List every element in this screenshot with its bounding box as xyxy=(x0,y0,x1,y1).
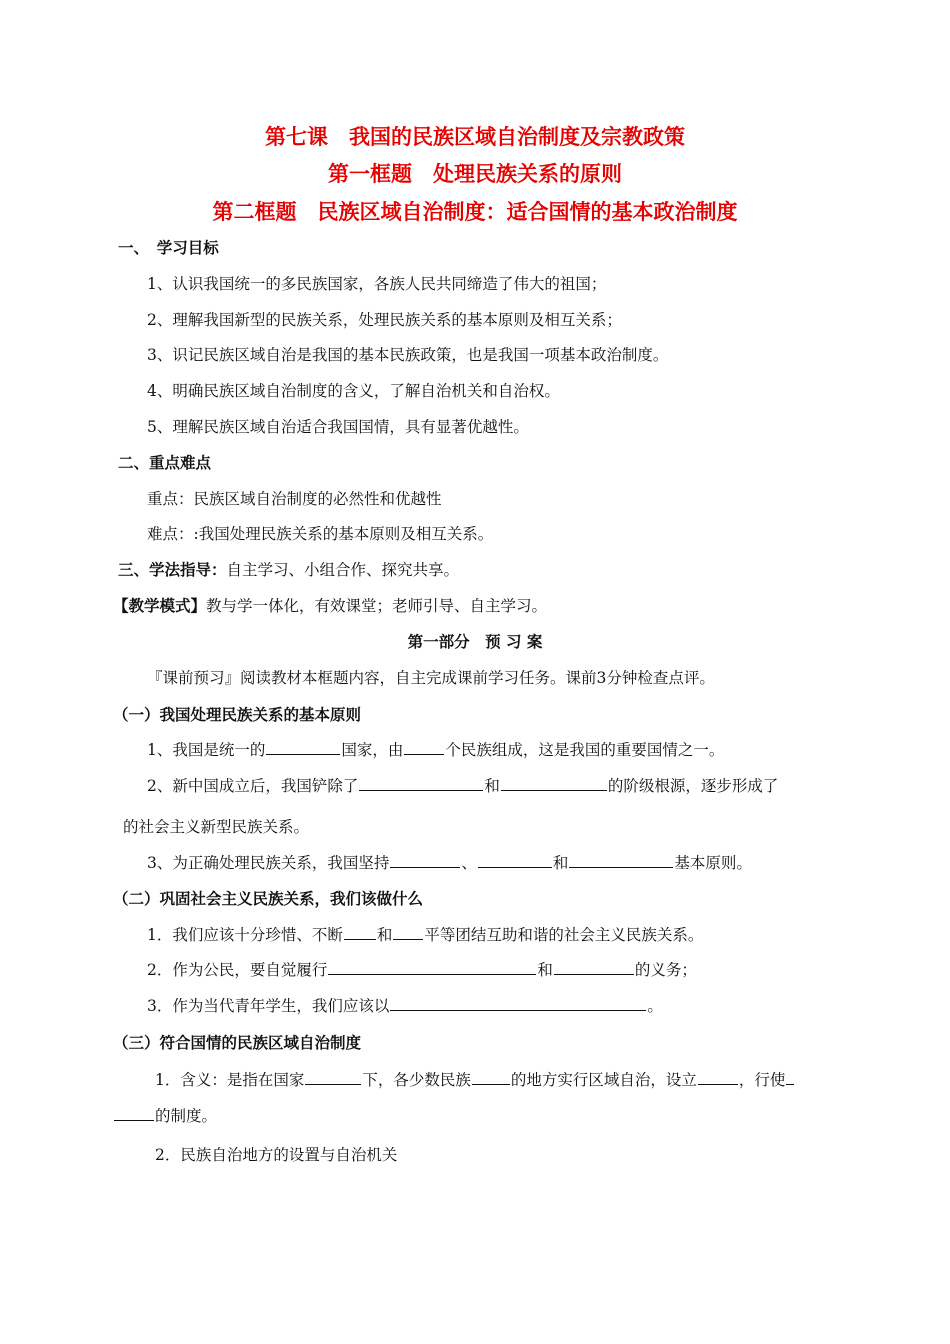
objective-4: 4、明确民族区域自治制度的含义，了解自治机关和自治权。 xyxy=(147,382,560,400)
q3-line-1-cont: 的制度。 xyxy=(113,1104,217,1126)
blank[interactable] xyxy=(390,853,460,868)
blank[interactable] xyxy=(698,1070,738,1085)
blank[interactable] xyxy=(554,960,634,975)
q2-line-3: 3．作为当代青年学生，我们应该以 。 xyxy=(147,997,663,1015)
q1-heading: （一）我国处理民族关系的基本原则 xyxy=(113,706,362,724)
q3-line-1: 1．含义：是指在国家 下，各少数民族 的地方实行区域自治，设立 ，行使 xyxy=(155,1068,795,1090)
heading-key-points: 二、重点难点 xyxy=(118,454,212,472)
study-method xyxy=(118,558,459,580)
objective-2: 2、理解我国新型的民族关系，处理民族关系的基本原则及相互关系； xyxy=(147,311,622,329)
q3-line-2: 2．民族自治地方的设置与自治机关 xyxy=(155,1146,398,1164)
study-method-label: 三、学法指导： xyxy=(118,561,227,579)
q1-line-1: 1、我国是统一的 国家，由 个民族组成，这是我国的重要国情之一。 xyxy=(147,741,725,759)
study-method-text: 自主学习、小组合作、探究共享。 xyxy=(226,561,460,579)
objective-1: 1、认识我国统一的多民族国家，各族人民共同缔造了伟大的祖国； xyxy=(147,275,607,293)
objective-3: 3、识记民族区域自治是我国的基本民族政策，也是我国一项基本政治制度。 xyxy=(147,346,669,364)
blank[interactable] xyxy=(359,776,483,791)
blank[interactable] xyxy=(472,1070,510,1085)
blank[interactable] xyxy=(344,925,376,940)
heading-objectives: 一、 学习目标 xyxy=(118,239,219,257)
blank[interactable] xyxy=(266,740,340,755)
part1-title: 第一部分 预 习 案 xyxy=(407,633,543,651)
title-lesson: 第七课 我国的民族区域自治制度及宗教政策 xyxy=(265,125,685,149)
q1-line-3: 3、为正确处理民族关系，我国坚持 、 和 基本原则。 xyxy=(147,854,752,872)
blank[interactable] xyxy=(393,925,423,940)
blank[interactable] xyxy=(404,740,444,755)
title-frame-1: 第一框题 处理民族关系的原则 xyxy=(328,162,622,186)
q2-heading: （二）巩固社会主义民族关系，我们该做什么 xyxy=(113,890,424,908)
q1-line-2: 2、新中国成立后，我国铲除了 和 的阶级根源，逐步形成了 xyxy=(147,777,779,795)
q2-line-1: 1．我们应该十分珍惜、不断 和 平等团结互助和谐的社会主义民族关系。 xyxy=(147,926,704,944)
blank[interactable] xyxy=(390,996,646,1011)
blank[interactable] xyxy=(114,1106,154,1121)
q2-line-2: 2．作为公民，要自觉履行 和 的义务； xyxy=(147,961,697,979)
teaching-mode-label: 【教学模式】 xyxy=(113,597,207,615)
blank[interactable] xyxy=(569,853,673,868)
q3-heading: （三）符合国情的民族区域自治制度 xyxy=(113,1034,362,1052)
blank[interactable] xyxy=(305,1070,361,1085)
preview-intro: 『课前预习』阅读教材本框题内容，自主完成课前学习任务。课前3分钟检查点评。 xyxy=(147,669,715,687)
title-frame-2: 第二框题 民族区域自治制度：适合国情的基本政治制度 xyxy=(212,200,738,224)
blank[interactable] xyxy=(478,853,552,868)
teaching-mode-text: 教与学一体化，有效课堂；老师引导、自主学习。 xyxy=(206,597,548,615)
objective-5: 5、理解民族区域自治适合我国国情，具有显著优越性。 xyxy=(147,418,529,436)
q1-line-2-cont: 的社会主义新型民族关系。 xyxy=(123,818,310,836)
key-point: 重点：民族区域自治制度的必然性和优越性 xyxy=(147,490,442,508)
blank[interactable] xyxy=(501,776,607,791)
blank[interactable] xyxy=(786,1070,794,1085)
blank[interactable] xyxy=(328,960,536,975)
difficult-point: 难点：:我国处理民族关系的基本原则及相互关系。 xyxy=(147,525,494,543)
teaching-mode xyxy=(113,594,547,616)
